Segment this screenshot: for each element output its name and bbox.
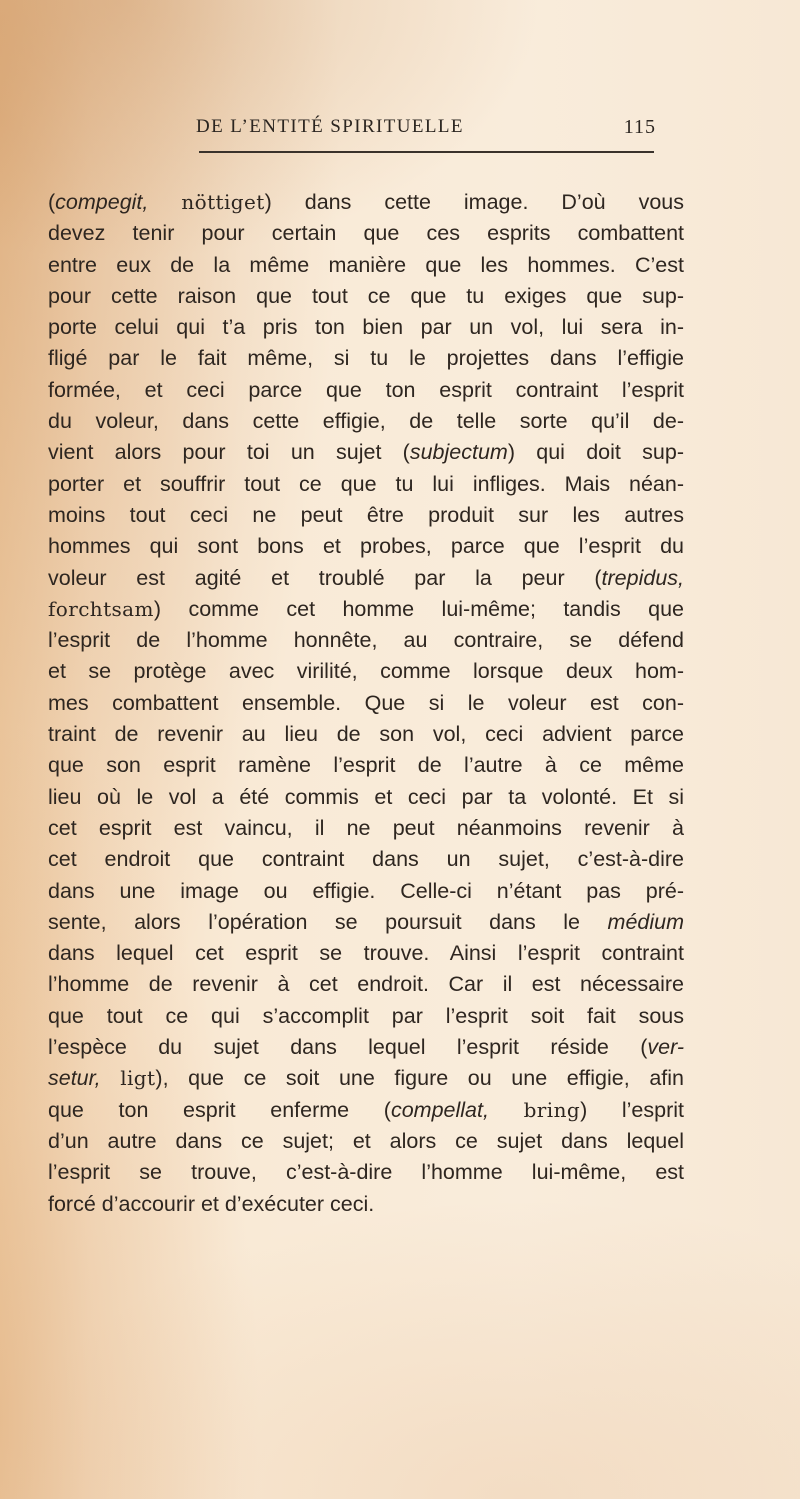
text-line: [48, 281, 684, 312]
text-line: [48, 782, 684, 813]
text-line: [48, 719, 684, 750]
text-line: [48, 1032, 684, 1063]
text-line: [48, 969, 684, 1000]
text-line: [48, 1095, 684, 1126]
latin-term: compellat,: [390, 1097, 489, 1122]
text-line: [48, 218, 684, 249]
text-run: [489, 1098, 524, 1122]
latin-term: ver-: [647, 1035, 684, 1060]
text-line: [48, 375, 684, 406]
text-line: [48, 250, 684, 281]
text-run: voleur est agité et troublé par la peur (: [48, 565, 602, 590]
text-run: mes combattent ensemble. Que si le voleur est con-: [48, 690, 684, 715]
text-run: fligé par le fait même, si tu le projettes dans l’effigie: [48, 346, 684, 371]
german-term: ligt: [120, 1066, 156, 1091]
text-run: porte celui qui t’a pris ton bien par un vol, lui sera in-: [48, 315, 684, 340]
text-run: dans lequel cet esprit se trouve. Ainsi l’esprit contraint: [48, 941, 684, 966]
latin-term: compegit,: [55, 190, 149, 214]
text-line: [48, 1063, 684, 1094]
text-line: [48, 938, 684, 969]
latin-term: trepidus,: [601, 565, 684, 590]
text-run: ) dans cette image. D’où vous: [264, 190, 684, 214]
text-run: devez tenir pour certain que ces esprits combattent: [48, 221, 684, 246]
text-line: [48, 876, 684, 907]
text-line: [48, 187, 684, 218]
text-line: [48, 688, 684, 719]
text-run: ) l’esprit: [580, 1097, 684, 1122]
text-line: [48, 625, 684, 656]
text-run: lieu où le vol a été commis et ceci par ta volonté. Et si: [48, 784, 684, 809]
text-run: entre eux de la même manière que les hommes. C’est: [48, 252, 684, 277]
text-run: et se protège avec virilité, comme lorsque deux hom-: [48, 659, 684, 684]
text-run: pour cette raison que tout ce que tu exiges que sup-: [48, 283, 684, 308]
text-line: [48, 750, 684, 781]
text-line: [48, 563, 684, 594]
page-number: 115: [623, 116, 656, 138]
text-run: l’esprit se trouve, c’est-à-dire l’homme lui-même, est: [48, 1160, 684, 1185]
text-run: ) qui doit sup-: [507, 440, 684, 465]
text-run: cet endroit que contraint dans un sujet, c’est-à-dire: [48, 847, 684, 872]
text-run: que ton esprit enferme (: [48, 1097, 391, 1122]
text-line: [48, 656, 684, 687]
text-run: (: [48, 190, 56, 214]
text-line: [48, 531, 684, 562]
text-run: vient alors pour toi un sujet (: [48, 440, 410, 465]
german-term: forchtsam: [48, 596, 154, 621]
german-term: nöttiget: [181, 190, 265, 214]
text-line: [48, 907, 684, 938]
text-run: du voleur, dans cette effigie, de telle sorte qu’il de-: [48, 409, 684, 434]
text-run: moins tout ceci ne peut être produit sur les autres: [48, 502, 684, 527]
body-text: [48, 187, 684, 1220]
text-run: d’un autre dans ce sujet; et alors ce sujet dans lequel: [48, 1128, 684, 1153]
text-line: [48, 312, 684, 343]
text-run: traint de revenir au lieu de son vol, ceci advient parce: [48, 722, 684, 747]
text-run: [148, 190, 181, 214]
latin-term: médium: [607, 909, 684, 934]
text-run: ), que ce soit une figure ou une effigie, afin: [155, 1066, 684, 1091]
text-line: [48, 500, 684, 531]
text-run: que son esprit ramène l’esprit de l’autre à ce même: [48, 753, 684, 778]
text-run: formée, et ceci parce que ton esprit contraint l’esprit: [48, 377, 684, 402]
text-run: sente, alors l’opération se poursuit dans le: [48, 909, 608, 934]
latin-term: setur,: [48, 1066, 101, 1091]
text-line: [48, 406, 684, 437]
running-title: DE L’ENTITÉ SPIRITUELLE: [196, 116, 464, 137]
text-run: l’esprit de l’homme honnête, au contraire, se défend: [48, 628, 684, 653]
text-line: [48, 813, 684, 844]
text-line: [48, 437, 684, 468]
text-run: que tout ce qui s’accomplit par l’esprit soit fait sous: [48, 1003, 684, 1028]
text-run: forcé d’accourir et d’exécuter ceci.: [48, 1191, 375, 1216]
text-line: [48, 1001, 684, 1032]
text-line: [48, 469, 684, 500]
text-run: ) comme cet homme lui-même; tandis que: [153, 596, 684, 621]
text-run: [101, 1066, 121, 1090]
text-run: hommes qui sont bons et probes, parce que l’esprit du: [48, 534, 684, 559]
text-run: cet esprit est vaincu, il ne peut néanmoins revenir à: [48, 815, 684, 840]
latin-term: subjectum: [409, 440, 508, 465]
text-run: dans une image ou effigie. Celle-ci n’étant pas pré-: [48, 878, 684, 903]
german-term: bring: [523, 1097, 581, 1122]
running-head: [196, 116, 656, 146]
text-run: l’espèce du sujet dans lequel l’esprit réside (: [48, 1035, 648, 1060]
text-line: [48, 844, 684, 875]
text-line: [48, 1157, 684, 1188]
text-line: [48, 1126, 684, 1157]
text-line: [48, 1189, 684, 1220]
text-run: l’homme de revenir à cet endroit. Car il est nécessaire: [48, 972, 684, 997]
header-rule: [199, 151, 654, 153]
text-line: [48, 343, 684, 374]
text-run: porter et souffrir tout ce que tu lui infliges. Mais néan-: [48, 471, 684, 496]
text-line: [48, 594, 684, 625]
